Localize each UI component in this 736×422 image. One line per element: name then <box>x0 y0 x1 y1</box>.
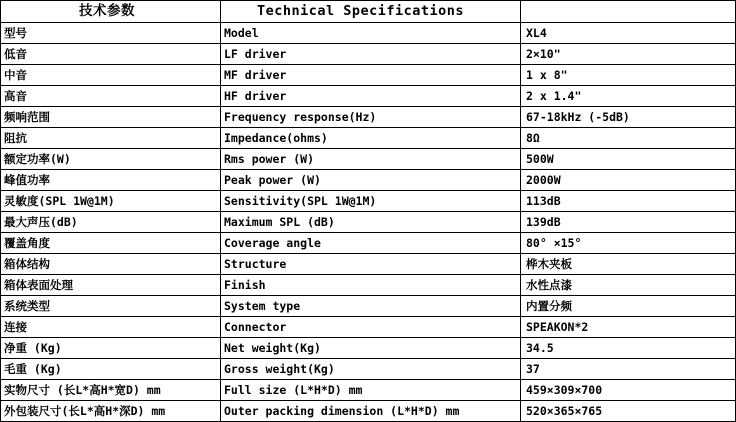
table-row <box>1 23 736 44</box>
table-row <box>1 275 736 296</box>
table-row <box>1 149 736 170</box>
param-en-cell: Net weight(Kg) <box>221 338 521 359</box>
table-row <box>1 65 736 86</box>
table-row <box>1 338 736 359</box>
param-en-cell: Maximum SPL (dB) <box>221 212 521 233</box>
table-row <box>1 317 736 338</box>
value-cell: 520×365×765 <box>521 401 736 422</box>
param-en-cell: MF driver <box>221 65 521 86</box>
param-en-cell: Model <box>221 23 521 44</box>
param-cn-cell: 系统类型 <box>1 296 221 317</box>
table-row <box>1 212 736 233</box>
param-en-cell: Impedance(ohms) <box>221 128 521 149</box>
param-en-cell: Rms power (W) <box>221 149 521 170</box>
table-row <box>1 128 736 149</box>
table-row <box>1 359 736 380</box>
table-row <box>1 191 736 212</box>
param-en-cell: Full size (L*H*D) mm <box>221 380 521 401</box>
param-en-cell: Peak power (W) <box>221 170 521 191</box>
param-cn-cell: 型号 <box>1 23 221 44</box>
value-cell: 1 x 8" <box>521 65 736 86</box>
value-cell: 桦木夹板 <box>521 254 736 275</box>
value-cell: 水性点漆 <box>521 275 736 296</box>
param-cn-cell: 箱体结构 <box>1 254 221 275</box>
value-cell: 459×309×700 <box>521 380 736 401</box>
table-row <box>1 254 736 275</box>
param-cn-cell: 净重 (Kg) <box>1 338 221 359</box>
param-en-cell: Outer packing dimension (L*H*D) mm <box>221 401 521 422</box>
value-cell: 80° ×15° <box>521 233 736 254</box>
value-cell: 2000W <box>521 170 736 191</box>
value-cell: 8Ω <box>521 128 736 149</box>
param-en-cell: Gross weight(Kg) <box>221 359 521 380</box>
param-cn-cell: 灵敏度(SPL 1W@1M) <box>1 191 221 212</box>
param-cn-cell: 中音 <box>1 65 221 86</box>
header-technical-specifications: Technical Specifications <box>221 1 521 23</box>
value-cell: XL4 <box>521 23 736 44</box>
table-row <box>1 44 736 65</box>
value-cell: 37 <box>521 359 736 380</box>
header-technical-parameters: 技术参数 <box>1 1 221 23</box>
param-cn-cell: 连接 <box>1 317 221 338</box>
param-cn-cell: 箱体表面处理 <box>1 275 221 296</box>
value-cell: 34.5 <box>521 338 736 359</box>
param-cn-cell: 频响范围 <box>1 107 221 128</box>
param-cn-cell: 峰值功率 <box>1 170 221 191</box>
value-cell: 内置分频 <box>521 296 736 317</box>
value-cell: 2 x 1.4" <box>521 86 736 107</box>
param-en-cell: Structure <box>221 254 521 275</box>
value-cell: SPEAKON*2 <box>521 317 736 338</box>
value-cell: 113dB <box>521 191 736 212</box>
param-en-cell: Frequency response(Hz) <box>221 107 521 128</box>
header-value <box>521 1 736 23</box>
param-cn-cell: 外包装尺寸(长L*高H*深D) mm <box>1 401 221 422</box>
table-row <box>1 86 736 107</box>
param-cn-cell: 覆盖角度 <box>1 233 221 254</box>
header-row <box>1 1 736 23</box>
param-cn-cell: 毛重 (Kg) <box>1 359 221 380</box>
table-row <box>1 233 736 254</box>
param-en-cell: Sensitivity(SPL 1W@1M) <box>221 191 521 212</box>
param-en-cell: System type <box>221 296 521 317</box>
param-en-cell: Coverage angle <box>221 233 521 254</box>
param-cn-cell: 阻抗 <box>1 128 221 149</box>
param-en-cell: Connector <box>221 317 521 338</box>
param-cn-cell: 实物尺寸 (长L*高H*宽D) mm <box>1 380 221 401</box>
param-cn-cell: 最大声压(dB) <box>1 212 221 233</box>
table-row <box>1 380 736 401</box>
param-en-cell: Finish <box>221 275 521 296</box>
table-row <box>1 401 736 422</box>
table-row <box>1 170 736 191</box>
table-row <box>1 296 736 317</box>
spec-table-body <box>1 23 736 422</box>
value-cell: 500W <box>521 149 736 170</box>
value-cell: 2×10" <box>521 44 736 65</box>
value-cell: 139dB <box>521 212 736 233</box>
param-cn-cell: 额定功率(W) <box>1 149 221 170</box>
table-row <box>1 107 736 128</box>
param-en-cell: HF driver <box>221 86 521 107</box>
value-cell: 67-18kHz (-5dB) <box>521 107 736 128</box>
param-en-cell: LF driver <box>221 44 521 65</box>
param-cn-cell: 高音 <box>1 86 221 107</box>
param-cn-cell: 低音 <box>1 44 221 65</box>
